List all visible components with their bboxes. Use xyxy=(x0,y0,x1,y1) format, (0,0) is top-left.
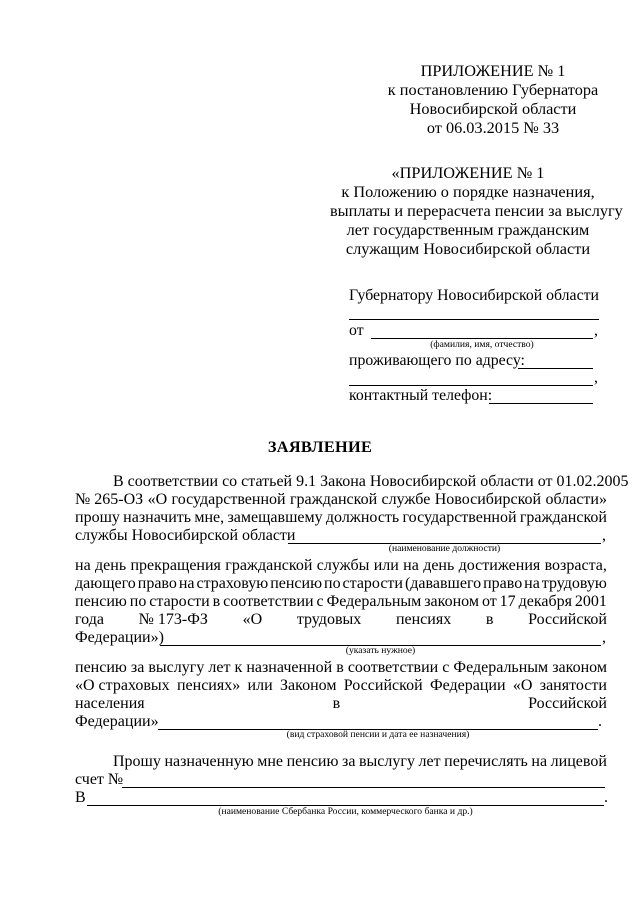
word: пенсиях xyxy=(395,611,452,628)
word: Федеральным xyxy=(326,593,422,610)
word: за xyxy=(130,659,145,676)
word: гражданской xyxy=(289,491,378,508)
word: пенсию xyxy=(270,575,323,592)
word: «О xyxy=(242,611,263,628)
bank-name-tail: . xyxy=(604,789,608,806)
word: 2001 xyxy=(574,593,607,610)
p2-line-3 xyxy=(75,593,607,611)
word: мне xyxy=(257,753,284,770)
document-title: ЗАЯВЛЕНИЕ xyxy=(267,437,373,456)
word: в xyxy=(212,593,221,610)
p1-line-1: В соответствии со статьей 9.1 Закона Новосибирской области от 01.02.2005 xyxy=(113,473,629,490)
word: лицевой xyxy=(550,753,607,770)
word: Российской xyxy=(528,695,607,712)
p4-line-3: В xyxy=(75,789,86,806)
word: день xyxy=(95,557,127,574)
word: прошу xyxy=(75,509,120,526)
regulation-reference-2: выплаты и перерасчета пенсии за выслугу xyxy=(330,201,623,220)
word: «О страховых xyxy=(75,677,170,694)
word: назначенной xyxy=(246,659,333,676)
p3-line-4: Федерации» xyxy=(75,713,159,730)
word: назначенную xyxy=(164,753,254,770)
regulation-attachment-header xyxy=(330,163,623,258)
word: года xyxy=(75,611,104,628)
word: в xyxy=(485,611,494,628)
word: от xyxy=(481,593,497,610)
word: пенсию xyxy=(75,593,127,610)
word: на xyxy=(531,753,548,770)
word: лет xyxy=(208,659,231,676)
p1-line-3 xyxy=(75,509,607,527)
word: прекращения xyxy=(130,557,221,574)
word: в xyxy=(336,659,344,676)
word: замещавшему xyxy=(227,509,323,526)
word: мне, xyxy=(194,509,225,526)
p2-line-5: Федерации») xyxy=(75,629,164,646)
word: «О xyxy=(147,491,168,508)
word: гражданской xyxy=(519,509,607,526)
word: день xyxy=(423,557,455,574)
word: № 173-ФЗ xyxy=(138,611,208,628)
from-tail: , xyxy=(594,322,598,339)
word: трудовых xyxy=(296,611,362,628)
word: старости xyxy=(342,575,403,592)
address-tail: , xyxy=(594,369,598,386)
word: по xyxy=(129,593,147,610)
p2-line-4 xyxy=(75,611,607,629)
pension-type-tail: . xyxy=(598,713,602,730)
regulation-attachment-title: «ПРИЛОЖЕНИЕ № 1 xyxy=(391,163,545,182)
word: гражданской xyxy=(225,557,313,574)
regulation-reference-4: служащим Новосибирской области xyxy=(345,239,591,258)
addressee-blank-line[interactable] xyxy=(349,319,599,320)
word: достижения xyxy=(458,557,541,574)
p3-line-1 xyxy=(75,659,607,677)
word: 17 xyxy=(499,593,516,610)
p2-line-1 xyxy=(75,557,607,575)
word: за xyxy=(342,753,356,770)
word: возраста, xyxy=(544,557,607,574)
p2-line-2 xyxy=(75,575,607,593)
word: на xyxy=(524,575,540,592)
position-tail: , xyxy=(602,527,606,544)
decree-date-number: от 06.03.2015 № 33 xyxy=(426,118,560,137)
word: Прошу xyxy=(113,753,161,770)
decree-region: Новосибирской области xyxy=(409,99,577,118)
from-label: от xyxy=(349,322,364,339)
word: декабря xyxy=(518,593,572,610)
word: (дававшего xyxy=(404,575,482,592)
word: № 265-ОЗ xyxy=(75,491,144,508)
word: государственной xyxy=(171,491,286,508)
word: назначить xyxy=(123,509,192,526)
p4-line-2: счет № xyxy=(75,771,124,788)
word: области» xyxy=(545,491,607,508)
addressee-governor: Губернатору Новосибирской области xyxy=(349,287,599,304)
word: выслугу xyxy=(148,659,205,676)
p4-line-1 xyxy=(113,753,607,771)
word: на xyxy=(178,575,195,592)
word: дающего xyxy=(75,575,136,592)
word: законом xyxy=(424,593,479,610)
p3-line-2 xyxy=(75,677,607,695)
pension-type-caption: (вид страховой пенсии и дата ее назначения) xyxy=(286,729,470,740)
word: «О xyxy=(512,677,533,694)
word: Законом xyxy=(279,677,337,694)
decree-reference: к постановлению Губернатора xyxy=(387,80,599,99)
regulation-reference-3: лет государственным гражданским xyxy=(346,220,590,239)
word: Российской xyxy=(343,677,423,694)
word: соответствии xyxy=(223,593,314,610)
decree-attachment-title: ПРИЛОЖЕНИЕ № 1 xyxy=(420,61,566,80)
word: пенсию xyxy=(286,753,339,770)
p3-line-3 xyxy=(75,695,607,713)
word: службе xyxy=(381,491,431,508)
word: право xyxy=(137,575,177,592)
p1-line-2 xyxy=(75,491,607,509)
word: должность xyxy=(325,509,400,526)
specify-tail: , xyxy=(602,629,606,646)
from-caption: (фамилия, имя, отчество) xyxy=(430,339,534,350)
specify-caption: (указать нужное) xyxy=(345,645,416,656)
word: или xyxy=(373,557,399,574)
word: Федеральным xyxy=(453,659,549,676)
word: населения xyxy=(75,695,145,712)
word: выслугу xyxy=(358,753,415,770)
word: старости xyxy=(149,593,210,610)
word: соответствии xyxy=(347,659,439,676)
word: государственной xyxy=(402,509,517,526)
word: Федерации xyxy=(429,677,506,694)
word: перечислять xyxy=(444,753,528,770)
word: пенсию xyxy=(75,659,127,676)
word: к xyxy=(234,659,243,676)
word: пенсиях» xyxy=(176,677,241,694)
word: с xyxy=(442,659,450,676)
address-field-2[interactable] xyxy=(349,385,593,386)
phone-label: контактный телефон: xyxy=(349,387,493,404)
regulation-reference-1: к Положению о порядке назначения, xyxy=(341,182,595,201)
word: службы xyxy=(316,557,370,574)
bank-name-caption: (наименование Сбербанка России, коммерческого банка и др.) xyxy=(218,806,473,817)
address-label: проживающего по адресу: xyxy=(349,352,525,369)
account-number-field[interactable] xyxy=(122,787,605,788)
word: занятости xyxy=(539,677,607,694)
position-caption: (наименование должности) xyxy=(388,543,501,554)
word: Новосибирской xyxy=(434,491,542,508)
word: или xyxy=(247,677,273,694)
word: лет xyxy=(418,753,441,770)
word: право xyxy=(483,575,523,592)
word: на xyxy=(75,557,91,574)
word: с xyxy=(316,593,324,610)
word: по xyxy=(324,575,341,592)
address-field-1[interactable] xyxy=(518,368,593,369)
word: на xyxy=(403,557,419,574)
word: страховую xyxy=(196,575,269,592)
decree-attachment-header xyxy=(380,61,606,137)
phone-field[interactable] xyxy=(489,403,593,404)
p1-line-4: службы Новосибирской области xyxy=(75,527,296,544)
word: в xyxy=(332,695,341,712)
word: законом xyxy=(552,659,607,676)
word: Российской xyxy=(528,611,607,628)
word: трудовую xyxy=(541,575,607,592)
